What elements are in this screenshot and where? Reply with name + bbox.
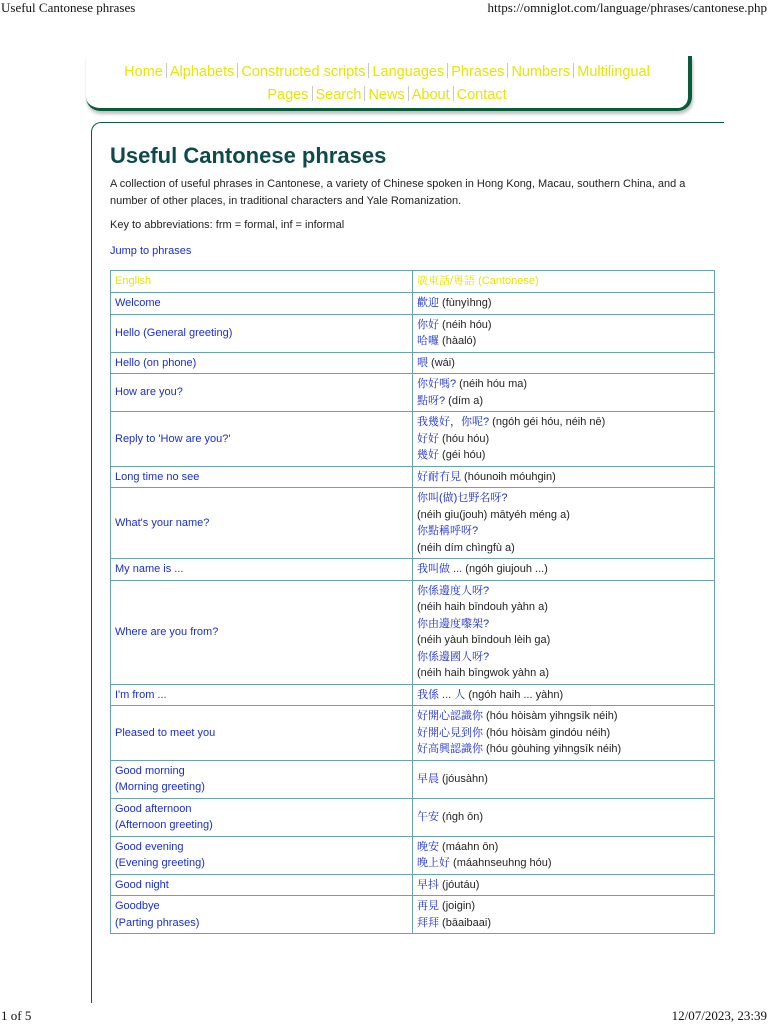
table-row xyxy=(111,488,715,559)
english-line: (Morning greeting) xyxy=(115,781,205,793)
english-line: (Evening greeting) xyxy=(115,857,205,869)
cantonese-characters[interactable]: 我係 ... 人 xyxy=(417,688,466,701)
nav-link-news[interactable]: News xyxy=(368,87,405,103)
phrase-cantonese xyxy=(413,374,715,412)
yale-romanization: (hóu hóu) xyxy=(439,432,490,445)
table-row xyxy=(111,874,715,896)
table-row xyxy=(111,760,715,798)
yale-romanization: (hóunoih móuhgin) xyxy=(461,470,556,483)
phrases-table xyxy=(110,270,715,934)
cantonese-line xyxy=(417,507,711,524)
cantonese-line xyxy=(417,839,711,856)
phrase-cantonese xyxy=(413,352,715,374)
cantonese-line xyxy=(417,583,711,600)
cantonese-line xyxy=(417,490,711,507)
jump-to-phrases-link[interactable]: Jump to phrases xyxy=(110,245,192,257)
english-line: Where are you from? xyxy=(115,625,219,638)
table-row xyxy=(111,374,715,412)
cantonese-line xyxy=(417,632,711,649)
yale-romanization: (wái) xyxy=(428,356,455,369)
column-header-cantonese: 廣東話/粵語 (Cantonese) xyxy=(413,271,715,293)
phrase-cantonese xyxy=(413,706,715,761)
nav-link-phrases[interactable]: Phrases xyxy=(451,64,505,80)
nav-link-home[interactable]: Home xyxy=(124,64,163,80)
english-line: Hello (on phone) xyxy=(115,356,197,369)
print-datetime: 12/07/2023, 23:39 xyxy=(671,1008,767,1023)
yale-romanization: (ńgh ōn) xyxy=(439,810,484,823)
cantonese-line xyxy=(417,898,711,915)
phrase-cantonese xyxy=(413,466,715,488)
nav-row-primary xyxy=(86,63,688,80)
site-navigation xyxy=(86,56,692,111)
phrase-english[interactable] xyxy=(111,706,413,761)
phrase-english[interactable] xyxy=(111,314,413,352)
abbreviation-key: Key to abbreviations: frm = formal, inf = informal xyxy=(110,219,345,231)
cantonese-characters[interactable]: 好耐冇見 xyxy=(417,470,461,483)
print-footer xyxy=(0,1008,768,1024)
cantonese-characters[interactable]: 晚上好 xyxy=(417,857,450,869)
phrase-english[interactable] xyxy=(111,488,413,559)
cantonese-characters[interactable]: 你由邊度嚟架? xyxy=(417,617,490,630)
cantonese-characters[interactable]: 你叫(做)乜野名呀? xyxy=(417,492,508,504)
cantonese-characters[interactable]: 我幾好，你呢? xyxy=(417,416,490,428)
phrase-cantonese xyxy=(413,896,715,934)
cantonese-characters[interactable]: 你好 xyxy=(417,318,439,331)
cantonese-characters[interactable]: 早抖 xyxy=(417,878,439,891)
nav-link-languages[interactable]: Languages xyxy=(372,64,445,80)
cantonese-characters[interactable]: 你好嗎? xyxy=(417,378,457,390)
cantonese-line xyxy=(417,915,711,932)
cantonese-line xyxy=(417,295,711,312)
yale-romanization: (ngóh géi hóu, néih nē) xyxy=(489,416,606,428)
cantonese-line xyxy=(417,771,711,788)
yale-romanization: (néih giu(jouh) mātyéh méng a) xyxy=(417,508,570,521)
table-row xyxy=(111,314,715,352)
phrase-cantonese xyxy=(413,314,715,352)
phrase-english[interactable] xyxy=(111,352,413,374)
phrase-cantonese xyxy=(413,684,715,706)
cantonese-characters[interactable]: 早晨 xyxy=(417,772,439,785)
table-row xyxy=(111,684,715,706)
table-row xyxy=(111,896,715,934)
cantonese-line xyxy=(417,431,711,448)
english-line: Goodbye xyxy=(115,900,160,912)
print-page-number: 1 of 5 xyxy=(1,1008,32,1023)
nav-link-pages[interactable]: Pages xyxy=(267,87,309,103)
cantonese-characters[interactable]: 拜拜 xyxy=(417,916,439,929)
phrase-cantonese xyxy=(413,293,715,315)
cantonese-line xyxy=(417,540,711,557)
cantonese-line xyxy=(417,393,711,410)
table-row xyxy=(111,798,715,836)
nav-link-search[interactable]: Search xyxy=(315,87,362,103)
yale-romanization: (máahn ōn) xyxy=(439,840,499,853)
cantonese-line xyxy=(417,877,711,894)
cantonese-characters[interactable]: 你點稱呼呀? xyxy=(417,525,479,537)
nav-link-multilingual[interactable]: Multilingual xyxy=(577,64,650,80)
table-header-row xyxy=(111,271,715,293)
yale-romanization: (ngóh haih ... yàhn) xyxy=(465,688,564,701)
cantonese-characters[interactable]: 好好 xyxy=(417,432,439,445)
english-line: Good afternoon xyxy=(115,802,192,815)
yale-romanization: (hóu hòisàm gindóu néih) xyxy=(483,726,611,739)
yale-romanization: (néih hóu) xyxy=(439,318,492,331)
yale-romanization: (néih dím chìngfù a) xyxy=(417,541,515,554)
cantonese-characters[interactable]: 再見 xyxy=(417,900,439,912)
cantonese-line xyxy=(417,561,711,578)
phrase-cantonese xyxy=(413,559,715,581)
phrase-english[interactable] xyxy=(111,760,413,798)
english-line: Welcome xyxy=(115,297,161,309)
phrase-english[interactable] xyxy=(111,559,413,581)
english-line: Reply to 'How are you?' xyxy=(115,432,231,445)
phrases-table-body xyxy=(111,293,715,934)
cantonese-characters[interactable]: 晚安 xyxy=(417,840,439,853)
phrase-english[interactable] xyxy=(111,293,413,315)
cantonese-line xyxy=(417,855,711,872)
cantonese-characters[interactable]: 午安 xyxy=(417,810,439,823)
yale-romanization: (hóu hòisàm yihngsīk néih) xyxy=(483,710,618,722)
cantonese-characters[interactable]: 幾好 xyxy=(417,449,439,461)
english-line: Good night xyxy=(115,878,169,891)
phrase-cantonese xyxy=(413,580,715,684)
cantonese-characters[interactable]: 我叫做 ... xyxy=(417,563,463,575)
cantonese-characters[interactable]: 好開心認識你 xyxy=(417,710,483,722)
table-row xyxy=(111,352,715,374)
english-line: My name is ... xyxy=(115,563,184,575)
cantonese-line xyxy=(417,414,711,431)
cantonese-line xyxy=(417,665,711,682)
phrase-english[interactable] xyxy=(111,874,413,896)
english-line: Long time no see xyxy=(115,470,200,483)
cantonese-line xyxy=(417,809,711,826)
phrase-cantonese xyxy=(413,488,715,559)
english-line: Hello (General greeting) xyxy=(115,326,233,339)
nav-link-alphabets[interactable]: Alphabets xyxy=(169,64,235,80)
cantonese-line xyxy=(417,355,711,372)
yale-romanization: (néih haih bīndouh yàhn a) xyxy=(417,601,548,613)
english-line: (Afternoon greeting) xyxy=(115,819,213,831)
yale-romanization: (bāaibaai) xyxy=(439,916,491,929)
cantonese-line xyxy=(417,725,711,742)
table-row xyxy=(111,836,715,874)
phrase-cantonese xyxy=(413,798,715,836)
yale-romanization: (fùnyìhng) xyxy=(439,297,492,309)
phrase-cantonese xyxy=(413,760,715,798)
cantonese-characters[interactable]: 你係邊國人呀? xyxy=(417,650,490,663)
nav-row-secondary xyxy=(86,86,688,103)
print-page-url: https://omniglot.com/language/phrases/cantonese.php xyxy=(487,0,767,15)
yale-romanization: (hóu gòuhing yihngsīk néih) xyxy=(483,743,622,755)
yale-romanization: (ngóh giujouh ...) xyxy=(462,563,548,575)
table-row xyxy=(111,559,715,581)
phrase-english[interactable] xyxy=(111,412,413,467)
english-line: (Parting phrases) xyxy=(115,916,200,929)
yale-romanization: (máahnseuhng hóu) xyxy=(450,857,552,869)
table-row xyxy=(111,706,715,761)
english-line: How are you? xyxy=(115,386,183,399)
cantonese-characters[interactable]: 哈囉 xyxy=(417,335,439,347)
cantonese-line xyxy=(417,333,711,350)
print-header xyxy=(0,0,768,18)
yale-romanization: (hàaló) xyxy=(439,335,477,347)
phrase-english[interactable] xyxy=(111,896,413,934)
table-row xyxy=(111,580,715,684)
cantonese-line xyxy=(417,599,711,616)
print-page-title: Useful Cantonese phrases xyxy=(1,0,136,15)
cantonese-characters[interactable]: 你係邊度人呀? xyxy=(417,584,490,597)
cantonese-line xyxy=(417,741,711,758)
cantonese-characters[interactable]: 好開心見到你 xyxy=(417,726,483,739)
yale-romanization: (joigin) xyxy=(439,900,476,912)
cantonese-line xyxy=(417,687,711,704)
cantonese-line xyxy=(417,317,711,334)
cantonese-line xyxy=(417,708,711,725)
yale-romanization: (néih haih bīngwok yàhn a) xyxy=(417,667,550,679)
phrase-english[interactable] xyxy=(111,374,413,412)
nav-link-contact[interactable]: Contact xyxy=(456,87,507,103)
phrase-english[interactable] xyxy=(111,466,413,488)
phrase-cantonese xyxy=(413,412,715,467)
english-line: Good morning xyxy=(115,764,185,777)
phrase-cantonese xyxy=(413,836,715,874)
intro-paragraph: A collection of useful phrases in Cantonese, a variety of Chinese spoken in Hong Kong, Macau, southern China, and a number of other places, in traditional characters and Yale Romanization. xyxy=(110,178,686,207)
page-title: Useful Cantonese phrases xyxy=(110,143,387,168)
cantonese-characters[interactable]: 歡迎 xyxy=(417,297,439,309)
cantonese-line xyxy=(417,469,711,486)
phrase-english[interactable] xyxy=(111,580,413,684)
english-line: What's your name? xyxy=(115,516,210,529)
phrase-english[interactable] xyxy=(111,798,413,836)
phrase-english[interactable] xyxy=(111,836,413,874)
column-header-english: English xyxy=(111,271,413,293)
english-line: I'm from ... xyxy=(115,688,167,701)
table-row xyxy=(111,293,715,315)
cantonese-characters[interactable]: 好高興認識你 xyxy=(417,743,483,755)
yale-romanization: (néih yàuh bīndouh lèih ga) xyxy=(417,634,551,646)
nav-link-numbers[interactable]: Numbers xyxy=(511,64,571,80)
english-line: Good evening xyxy=(115,840,184,853)
yale-romanization: (dím a) xyxy=(445,394,484,407)
yale-romanization: (jóutáu) xyxy=(439,878,480,891)
cantonese-line xyxy=(417,616,711,633)
cantonese-line xyxy=(417,447,711,464)
nav-link-about[interactable]: About xyxy=(411,87,450,103)
cantonese-line xyxy=(417,523,711,540)
table-row xyxy=(111,466,715,488)
yale-romanization: (géi hóu) xyxy=(439,449,486,461)
english-line: Pleased to meet you xyxy=(115,726,216,739)
cantonese-characters[interactable]: 喂 xyxy=(417,356,428,369)
phrase-cantonese xyxy=(413,874,715,896)
nav-link-constructed-scripts[interactable]: Constructed scripts xyxy=(241,64,366,80)
table-row xyxy=(111,412,715,467)
yale-romanization: (jóusàhn) xyxy=(439,772,488,785)
yale-romanization: (néih hóu ma) xyxy=(456,378,528,390)
cantonese-line xyxy=(417,376,711,393)
cantonese-line xyxy=(417,649,711,666)
phrase-english[interactable] xyxy=(111,684,413,706)
cantonese-characters[interactable]: 點呀? xyxy=(417,394,446,407)
